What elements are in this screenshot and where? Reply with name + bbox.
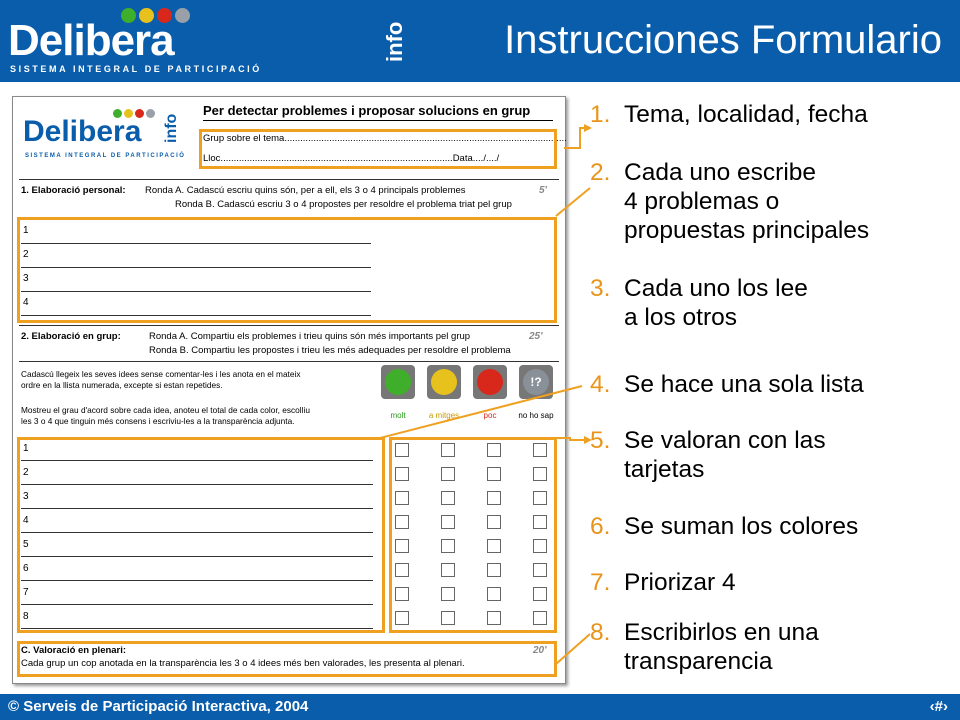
group-row-number: 2 — [23, 467, 29, 478]
instruction-text: Se hace una sola lista — [624, 371, 864, 398]
instruction-number: 5. — [590, 427, 611, 454]
section1-round-b: Ronda B. Cadascú escriu 3 o 4 propostes per resoldre el problema triat pel grup — [175, 199, 512, 210]
page-number: ‹#› — [929, 698, 948, 715]
instruction-text: Cada uno escribe 4 problemas o propuestas principales — [624, 159, 870, 244]
section3-text: Cada grup un cop anotada en la transparència les 3 o 4 idees més ben valorades, les presenta al plenari. — [21, 658, 465, 669]
instruction-text: Se valoran con las tarjetas — [624, 427, 826, 483]
vote-card-label: poc — [483, 411, 497, 420]
group-row-number: 6 — [23, 563, 29, 574]
section1-round-a: Ronda A. Cadascú escriu quins són, per a ell, els 3 o 4 principals problemes — [145, 185, 466, 196]
instruction-text: Tema, localidad, fecha — [624, 101, 868, 128]
section2-minutes: 25' — [529, 331, 543, 342]
section1-title: 1. Elaboració personal: — [21, 185, 126, 196]
instruction-item — [590, 274, 808, 332]
instruction-text: Se suman los colores — [624, 513, 859, 540]
instruction-text: Escribirlos en una transparencia — [624, 619, 819, 675]
page-title: Instrucciones Formulario — [504, 18, 942, 62]
section2-instruction-4: les 3 o 4 que tinguin més consens i escriviu-les a la transparència adjunta. — [21, 416, 295, 426]
group-row-number: 7 — [23, 587, 29, 598]
connector-5 — [556, 438, 586, 440]
instruction-number: 4. — [590, 371, 611, 398]
personal-row-number: 1 — [23, 225, 29, 236]
section2-title: 2. Elaboració en grup: — [21, 331, 121, 342]
logo-subtitle: SISTEMA INTEGRAL DE PARTICIPACIÓ — [10, 64, 262, 74]
form-logo-suffix: info — [163, 113, 180, 143]
instruction-number: 2. — [590, 159, 611, 186]
instruction-item — [590, 512, 858, 541]
copyright-text: © Serveis de Participació Interactiva, 2004 — [8, 698, 309, 715]
instruction-number: 6. — [590, 513, 611, 540]
section1-minutes: 5' — [539, 185, 547, 196]
connector-4 — [380, 386, 582, 438]
section2-instruction-1: Cadascú llegeix les seves idees sense comentar-les i les anota en el mateix — [21, 369, 301, 379]
connector-2 — [556, 188, 590, 216]
personal-row-number: 4 — [23, 297, 29, 308]
connector-8 — [556, 634, 590, 664]
instruction-item — [590, 158, 869, 245]
logo-suffix: info — [382, 21, 407, 62]
group-row-number: 8 — [23, 611, 29, 622]
instruction-number: 1. — [590, 101, 611, 128]
form-logo-subtitle: SISTEMA INTEGRAL DE PARTICIPACIÓ — [25, 153, 186, 159]
group-row-number: 5 — [23, 539, 29, 550]
section2-instruction-2: ordre en la llista numerada, excepte si estan repetides. — [21, 380, 223, 390]
personal-row-number: 3 — [23, 273, 29, 284]
instruction-text: Priorizar 4 — [624, 569, 736, 596]
logo-word: Delibera — [8, 16, 174, 65]
form-logo-word: Delibera — [23, 115, 142, 148]
instruction-item — [590, 618, 819, 676]
group-row-number: 3 — [23, 491, 29, 502]
instruction-item — [590, 568, 736, 597]
instruction-number: 7. — [590, 569, 611, 596]
instruction-text: Cada uno los lee a los otros — [624, 275, 808, 331]
vote-card-label: molt — [390, 411, 406, 420]
section2-round-a: Ronda A. Compartiu els problemes i trieu quins són més importants pel grup — [149, 331, 471, 342]
instruction-item — [590, 370, 864, 399]
instruction-item — [590, 426, 826, 484]
section2-round-b: Ronda B. Compartiu les propostes i trieu les més adequades per resoldre el problema — [149, 345, 511, 356]
group-row-number: 1 — [23, 443, 29, 454]
vote-card-icon: !? — [519, 365, 553, 399]
section2-instruction-3: Mostreu el grau d'acord sobre cada idea, anoteu el total de cada color, escolliu — [21, 405, 310, 415]
place-date-line: Lloc........................................................................................Data..../..../ — [203, 153, 500, 164]
section3-minutes: 20' — [533, 645, 547, 656]
vote-card-label: a mitges — [428, 411, 460, 420]
personal-row-number: 2 — [23, 249, 29, 260]
form-title: Per detectar problemes i proposar solucions en grup — [203, 103, 553, 121]
section3-title: C. Valoració en plenari: — [21, 645, 127, 656]
group-row-number: 4 — [23, 515, 29, 526]
group-topic-line: Grup sobre el tema........................................................................................................... — [203, 133, 567, 144]
instruction-item — [590, 100, 868, 129]
connector-1 — [564, 128, 586, 148]
vote-card-label: no ho sap — [518, 411, 554, 420]
instruction-number: 3. — [590, 275, 611, 302]
instruction-number: 8. — [590, 619, 611, 646]
footer-bar — [0, 694, 960, 720]
